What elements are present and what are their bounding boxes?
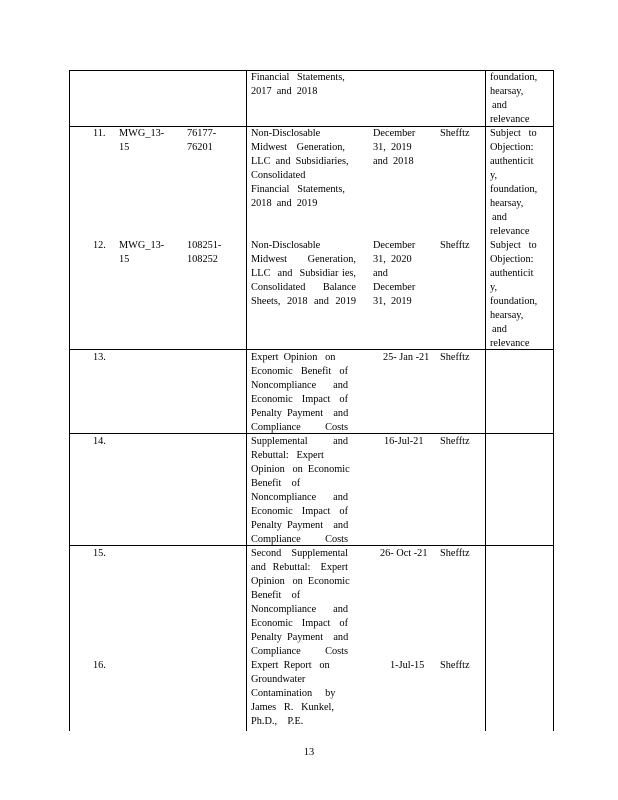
row-bates-range: 76177- 76201 — [187, 128, 217, 153]
row-exhibit-id: MWG_13- 15 — [119, 240, 165, 265]
row-number: 12. — [93, 240, 106, 251]
table-left-rule — [69, 70, 70, 731]
row-date: 25- Jan -21 — [383, 352, 430, 363]
row-sponsor: Shefftz — [440, 436, 470, 447]
row-date: 16-Jul-21 — [384, 436, 424, 447]
row-sponsor: Shefftz — [440, 548, 470, 559]
row-description: Second Supplemental and Rebuttal: Expert Opinion on Economic Benefit of Noncompliance and Economic Impact of Penalty Payment and Compliance Costs — [251, 548, 350, 657]
row-sponsor: Shefftz — [440, 128, 470, 139]
row-date: 1-Jul-15 — [390, 660, 425, 671]
page-number: 13 — [303, 747, 315, 758]
row-sponsor: Shefftz — [440, 240, 470, 251]
row-number: 11. — [93, 128, 106, 139]
row-sponsor: Shefftz — [440, 352, 470, 363]
row-description: Non-Disclosable Midwest Generation, LLC and Subsidiaries, Consolidated Financial Statements, 2018 and 2019 — [251, 128, 349, 209]
row-number: 16. — [93, 660, 106, 671]
row-number: 14. — [93, 436, 106, 447]
row-description: Expert Opinion on Economic Benefit of Noncompliance and Economic Impact of Penalty Payment and Compliance Costs — [251, 352, 349, 433]
row-date: 26- Oct -21 — [380, 548, 428, 559]
row-description: Financial Statements, 2017 and 2018 — [251, 72, 345, 97]
row-date: December 31, 2020 and December 31, 2019 — [373, 240, 416, 307]
row-description: Non-Disclosable Midwest Generation, LLC and Subsidiar ies, Consolidated Balance Sheets, 2018 and 2019 — [251, 240, 356, 307]
row-description: Expert Report on Groundwater Contamination by James R. Kunkel, Ph.D., P.E. — [251, 660, 336, 727]
row-number: 13. — [93, 352, 106, 363]
row-bates-range: 108251- 108252 — [187, 240, 222, 265]
row-date: December 31, 2019 and 2018 — [373, 128, 416, 167]
row-description: Supplemental and Rebuttal: Expert Opinion on Economic Benefit of Noncompliance and Economic Impact of Penalty Payment and Compliance Costs — [251, 436, 350, 545]
row-objection: Subject to Objection: authenticit y, foundation, hearsay, and relevance — [490, 128, 538, 237]
row-exhibit-id: MWG_13- 15 — [119, 128, 165, 153]
row-sponsor: Shefftz — [440, 660, 470, 671]
row-objection: Subject to Objection: authenticit y, foundation, hearsay, and relevance — [490, 240, 538, 349]
table-right-rule — [553, 70, 554, 731]
column-divider — [246, 70, 247, 731]
row-objection: foundation, hearsay, and relevance — [490, 72, 538, 125]
row-divider — [69, 349, 554, 350]
column-divider — [485, 70, 486, 731]
row-number: 15. — [93, 548, 106, 559]
